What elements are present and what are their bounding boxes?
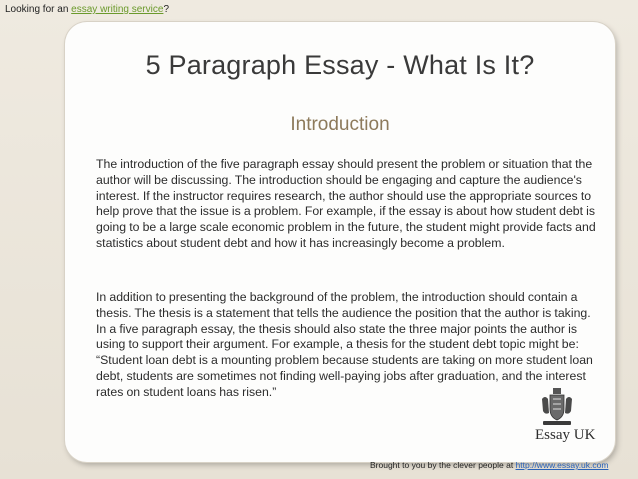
promo-suffix: ?: [163, 4, 169, 15]
footer-prefix: Brought to you by the clever people at: [370, 460, 516, 470]
footer-credit: [370, 460, 608, 470]
brand-name: Essay UK: [535, 427, 596, 443]
paragraph-1: The introduction of the five paragraph essay should present the problem or situation that the author will be discussing. The introduction should be engaging and capture the audience's interest. If the instructor requires research, the author should use the appropriate sources to help prove that the issue is a problem. For example, if the essay is about how student debt is going to be a large scale economic problem in the future, the student might provide facts and statistics about student debt and how it has increasingly become a problem.: [96, 157, 596, 250]
promo-prefix: Looking for an: [5, 4, 72, 15]
crest-icon: [539, 387, 575, 427]
paragraph-2: In addition to presenting the background of the problem, the introduction should contain a thesis. The thesis is a statement that tells the audience the position that the author is taking. In a five paragraph essay, the thesis should also state the three major points the author is using to support their argument. For example, a thesis for the student debt topic might be: “Student loan debt is a mounting problem because students are taking on more student loan debt, students are sometimes not finding well-paying jobs after graduation, and the interest rates on student loans has risen.”: [96, 290, 593, 399]
top-promo-bar: [5, 4, 169, 15]
essay-uk-link[interactable]: http://www.essay.uk.com: [515, 460, 609, 470]
slide: [65, 22, 615, 462]
slide-title: 5 Paragraph Essay - What Is It?: [145, 50, 535, 80]
slide-subtitle: Introduction: [290, 114, 390, 135]
essay-writing-service-link[interactable]: essay writing service: [71, 4, 164, 15]
